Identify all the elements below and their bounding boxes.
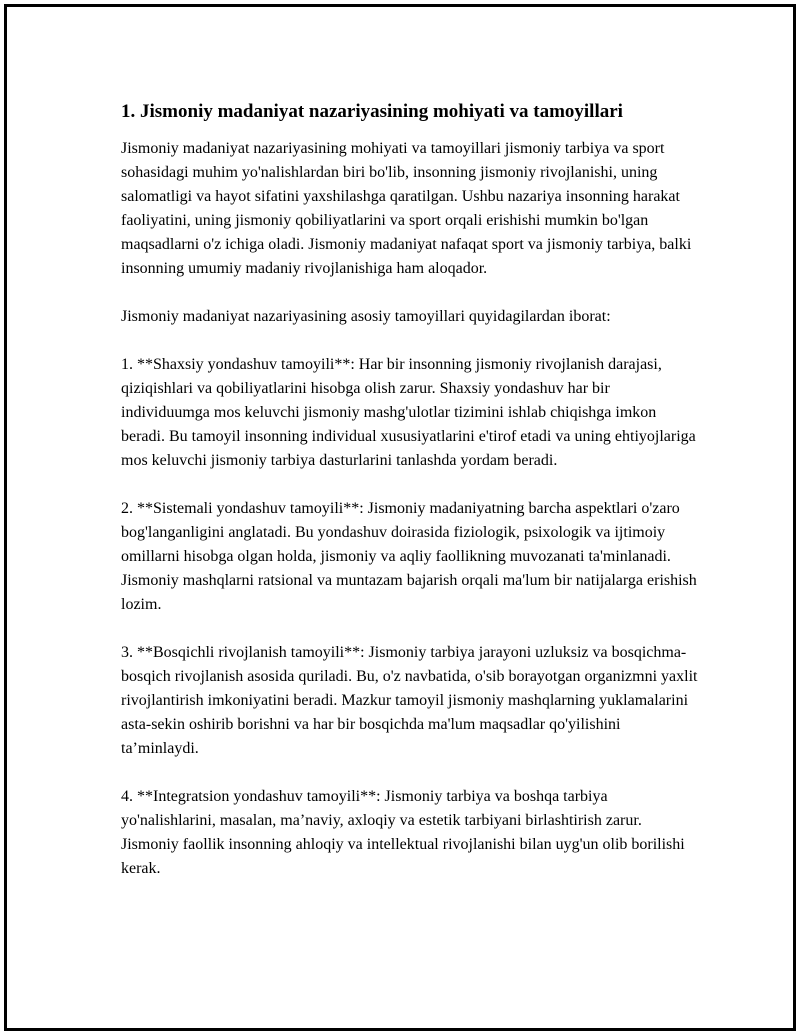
paragraph-intro: Jismoniy madaniyat nazariyasining mohiyati va tamoyillari jismoniy tarbiya va sport sohasidagi muhim yo'nalishlardan biri bo'lib, insonning jismoniy rivojlanishi, uning salomatligi va hayot sifatini yaxshilashga qaratilgan. Ushbu nazariya insonning harakat faoliyatini, uning jismoniy qobiliyatlarini va sport orqali erishishi mumkin bo'lgan maqsadlarni o'z ichiga oladi. Jismoniy madaniyat nafaqat sport va jismoniy tarbiya, balki insonning umumiy madaniy rivojlanishiga ham aloqador. [121, 140, 692, 277]
paragraph-principle-4: 4. **Integratsion yondashuv tamoyili**: Jismoniy tarbiya va boshqa tarbiya yo'nalishlarini, masalan, ma’naviy, axloqiy va estetik tarbiyani birlashtirish zarur. Jismoniy faollik insonning ahloqiy va intellektual rivojlanishi bilan uyg'un olib borilishi kerak. [121, 788, 685, 877]
paragraph-principle-3: 3. **Bosqichli rivojlanish tamoyili**: Jismoniy tarbiya jarayoni uzluksiz va bosqichma-bosqich rivojlanish asosida quriladi. Bu, o'z navbatida, o'sib borayotgan organizmni yaxlit rivojlantirish imkoniyatini beradi. Mazkur tamoyil jismoniy mashqlarning yuklamalarini asta-sekin oshirib borishni va har bir bosqichda ma'lum maqsadlar qo'yilishini ta’minlaydi. [121, 644, 698, 757]
paragraph-principle-2: 2. **Sistemali yondashuv tamoyili**: Jismoniy madaniyatning barcha aspektlari o'zaro bog'langanligini anglatadi. Bu yondashuv doirasida fiziologik, psixologik va ijtimoiy omillarni hisobga olgan holda, jismoniy va aqliy faollikning muvozanati ta'minlanadi. Jismoniy mashqlarni ratsional va muntazam bajarish orqali ma'lum bir natijalarga erishish lozim. [121, 500, 697, 613]
document-body [121, 99, 701, 881]
paragraph-principles-lead: Jismoniy madaniyat nazariyasining asosiy tamoyillari quyidagilardan iborat: [121, 308, 611, 325]
document-title: 1. Jismoniy madaniyat nazariyasining mohiyati va tamoyillari [121, 101, 623, 122]
paragraph-principle-1: 1. **Shaxsiy yondashuv tamoyili**: Har bir insonning jismoniy rivojlanish darajasi, qiziqishlari va qobiliyatlarini hisobga olish zarur. Shaxsiy yondashuv har bir individuumga mos keluvchi jismoniy mashg'ulotlar tizimini ishlab chiqishga imkon beradi. Bu tamoyil insonning individual xususiyatlarini e'tirof etadi va uning ehtiyojlariga mos keluvchi jismoniy tarbiya dasturlarini tanlashda yordam beradi. [121, 356, 696, 469]
page-frame [4, 4, 796, 1031]
